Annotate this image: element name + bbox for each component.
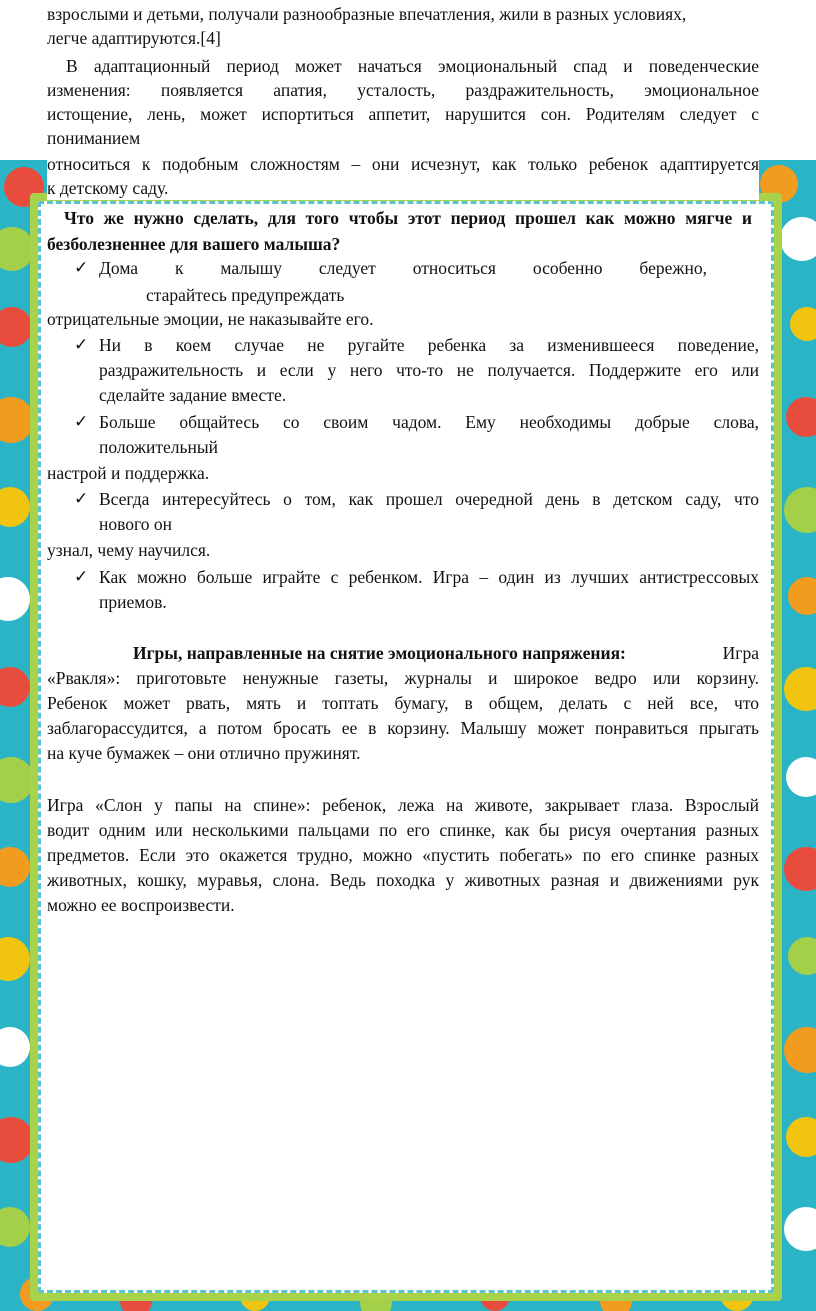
tip-1-line: старайтесь предупреждать xyxy=(146,285,345,305)
game-2-line: животных, кошку, муравья, слона. Ведь походка у животных разная и движениями рук xyxy=(47,870,759,890)
polka-dot xyxy=(0,487,30,527)
polka-dot xyxy=(0,1117,34,1163)
tip-3-line: положительный xyxy=(99,437,219,457)
game-2-line: водит одним или несколькими пальцами по его спинке, как бы рисуя очертания разных xyxy=(47,820,759,840)
question-heading: безболезненнее для вашего малыша? xyxy=(47,234,341,254)
tip-5-line: Как можно больше играйте с ребенком. Игра – один из лучших антистрессовых xyxy=(99,567,759,587)
check-icon: ✓ xyxy=(74,489,89,508)
game-2-line: Игра «Слон у папы на спине»: ребенок, лежа на животе, закрывает глаза. Взрослый xyxy=(47,795,759,815)
polka-dot xyxy=(0,847,30,887)
polka-dot xyxy=(0,577,30,621)
check-icon: ✓ xyxy=(74,567,89,586)
check-icon: ✓ xyxy=(74,335,89,354)
polka-dot xyxy=(0,307,32,347)
polka-dot xyxy=(784,847,816,891)
intro-line: взрослыми и детьми, получали разнообразные впечатления, жили в разных условиях, xyxy=(47,4,687,24)
tip-4-line: нового он xyxy=(99,514,172,534)
tip-3-line: Больше общайтесь со своим чадом. Ему необходимы добрые слова, xyxy=(99,412,759,432)
game-1-line: на куче бумажек – они отлично пружинят. xyxy=(47,743,361,763)
polka-dot xyxy=(784,487,816,533)
polka-dot xyxy=(0,1207,30,1247)
polka-dot xyxy=(0,937,30,981)
polka-dot xyxy=(0,667,30,707)
game-1-line: заблагорассудится, а потом бросать ее в корзину. Малышу может понравиться прыгать xyxy=(47,718,759,738)
tip-2-line: раздражительность и если у него что-то не получается. Поддержите его или xyxy=(99,360,759,380)
game-1-line: Ребенок может рвать, мять и топтать бумагу, в общем, делать с ней все, что xyxy=(47,693,759,713)
tip-2-line: сделайте задание вместе. xyxy=(99,385,287,405)
tip-1-line: Дома к малышу следует относиться особенно бережно, xyxy=(99,258,707,278)
question-heading: Что же нужно сделать, для того чтобы этот период прошел как можно мягче и xyxy=(64,208,752,228)
game-2-line: предметов. Если это окажется трудно, можно «пустить побегать» по его спинке разных xyxy=(47,845,759,865)
games-heading-line: Игры, направленные на снятие эмоционального напряжения: Игра xyxy=(133,643,759,663)
polka-dot xyxy=(786,757,816,797)
polka-dot xyxy=(784,1207,816,1251)
polka-dot xyxy=(786,1117,816,1157)
polka-dot xyxy=(784,1027,816,1073)
polka-dot xyxy=(788,577,816,615)
games-heading: Игры, направленные на снятие эмоционального напряжения: xyxy=(133,643,626,663)
polka-dot xyxy=(786,397,816,437)
check-icon: ✓ xyxy=(74,258,89,277)
intro-line: к детскому саду. xyxy=(47,178,169,198)
check-icon: ✓ xyxy=(74,412,89,431)
polka-dot xyxy=(0,397,34,443)
polka-dot xyxy=(790,307,816,341)
tip-5-line: приемов. xyxy=(99,592,167,612)
intro-line: В адаптационный период может начаться эмоциональный спад и поведенческие xyxy=(66,56,759,76)
intro-line: изменения: появляется апатия, усталость, раздражительность, эмоциональное xyxy=(47,80,759,100)
intro-line: относиться к подобным сложностям – они исчезнут, как только ребенок адаптируется xyxy=(47,154,759,174)
tip-1-line: отрицательные эмоции, не наказывайте его. xyxy=(47,309,374,329)
polka-dot xyxy=(0,1027,30,1067)
polka-dot xyxy=(0,227,34,271)
tip-2-line: Ни в коем случае не ругайте ребенка за изменившееся поведение, xyxy=(99,335,759,355)
game-2-line: можно ее воспроизвести. xyxy=(47,895,235,915)
tip-4-line: Всегда интересуйтесь о том, как прошел очередной день в детском саду, что xyxy=(99,489,759,509)
polka-dot xyxy=(788,937,816,975)
intro-line: истощение, лень, может испортиться аппетит, нарушится сон. Родителям следует с xyxy=(47,104,759,124)
intro-line: пониманием xyxy=(47,128,141,148)
polka-dot xyxy=(0,757,34,803)
intro-line: легче адаптируются.[4] xyxy=(47,28,221,48)
polka-dot xyxy=(784,667,816,711)
polka-dot xyxy=(780,217,816,261)
game-1-line: «Рвакля»: приготовьте ненужные газеты, журналы и широкое ведро или корзину. xyxy=(47,668,759,688)
tip-3-line: настрой и поддержка. xyxy=(47,463,210,483)
tip-4-line: узнал, чему научился. xyxy=(47,540,211,560)
